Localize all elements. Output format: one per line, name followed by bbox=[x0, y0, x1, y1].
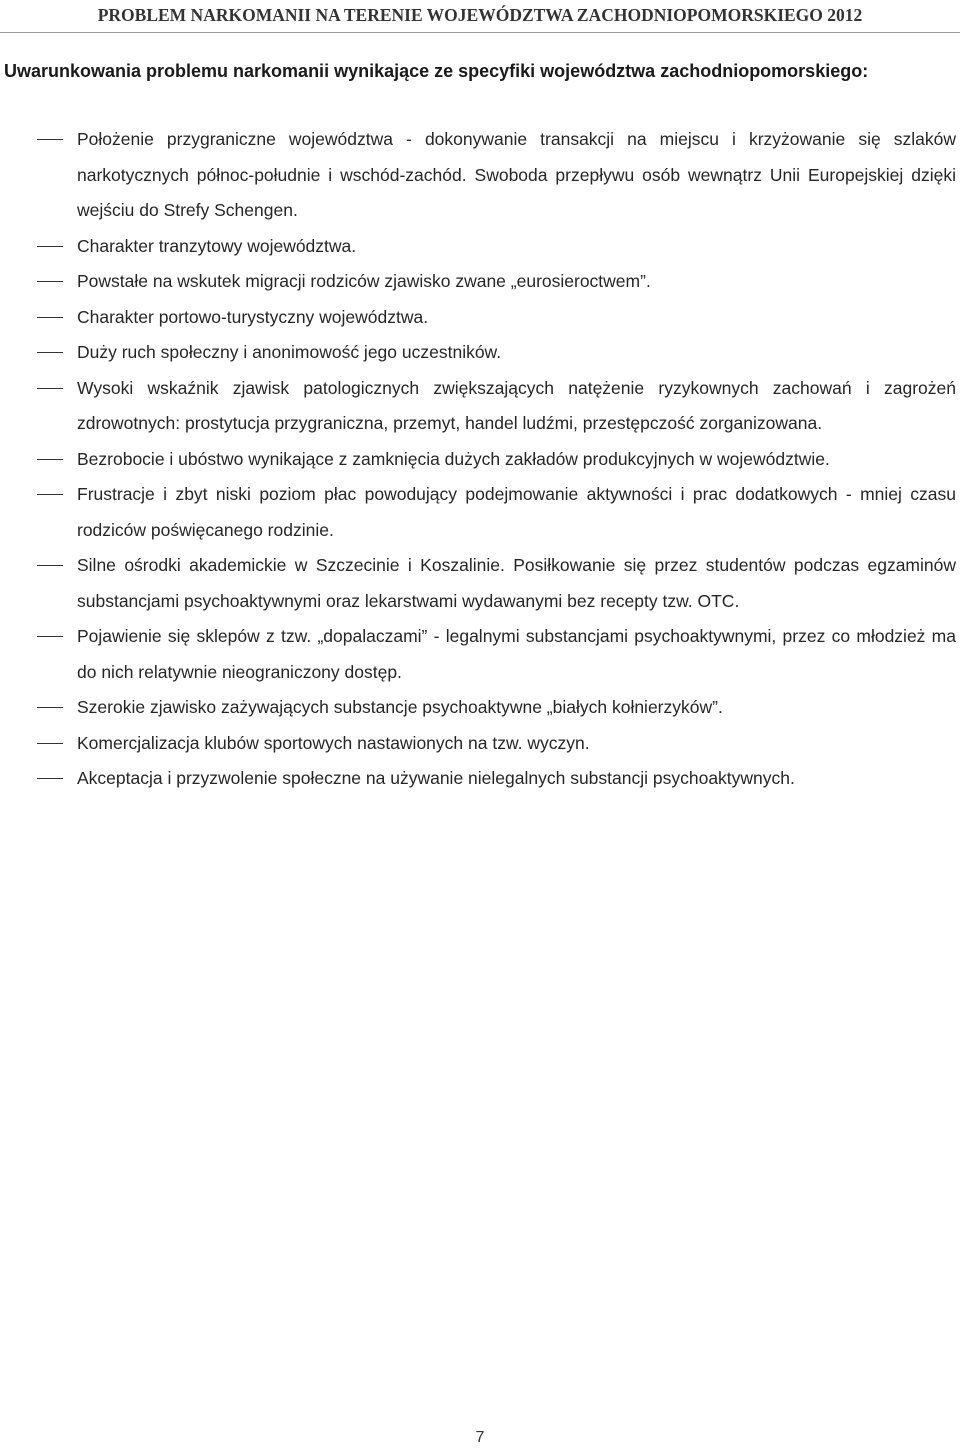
list-item-text: Frustracje i zbyt niski poziom płac powodujący podejmowanie aktywności i prac dodatkowych - mniej czasu rodziców poświęcanego rodzinie. bbox=[77, 484, 956, 540]
dash-bullet bbox=[37, 459, 63, 460]
list-item bbox=[0, 442, 960, 478]
list-item-text: Powstałe na wskutek migracji rodziców zjawisko zwane „eurosieroctwem”. bbox=[77, 271, 651, 291]
list-item-text: Silne ośrodki akademickie w Szczecinie i Koszalinie. Posiłkowanie się przez studentów podczas egzaminów substancjami psychoaktywnymi oraz lekarstwami wydawanymi bez recepty tzw. OTC. bbox=[77, 555, 956, 611]
list-item bbox=[0, 726, 960, 762]
list-item-text: Duży ruch społeczny i anonimowość jego uczestników. bbox=[77, 342, 502, 362]
list-item bbox=[0, 335, 960, 371]
list-item-text: Bezrobocie i ubóstwo wynikające z zamknięcia dużych zakładów produkcyjnych w województwie. bbox=[77, 448, 830, 469]
dash-bullet bbox=[37, 565, 63, 566]
list-item-text: Położenie przygraniczne województwa - dokonywanie transakcji na miejscu i krzyżowanie się szlaków narkotycznych północ-południe i wschód-zachód. Swoboda przepływu osób wewnątrz Unii Europejskiej dzięki wejściu do Strefy Schengen. bbox=[77, 129, 956, 220]
dash-bullet bbox=[37, 494, 63, 495]
list-item bbox=[0, 264, 960, 300]
list-item bbox=[0, 229, 960, 265]
list-item-text: Charakter portowo-turystyczny województwa. bbox=[77, 306, 429, 327]
list-item-text: Akceptacja i przyzwolenie społeczne na używanie nielegalnych substancji psychoaktywnych. bbox=[77, 768, 795, 788]
list-item-text: Komercjalizacja klubów sportowych nastawionych na tzw. wyczyn. bbox=[77, 732, 590, 753]
list-item bbox=[0, 548, 960, 619]
dash-bullet bbox=[37, 636, 63, 637]
list-item bbox=[0, 122, 960, 229]
dash-bullet bbox=[37, 388, 63, 389]
list-item bbox=[0, 761, 960, 797]
dash-bullet bbox=[37, 352, 63, 353]
section-heading: Uwarunkowania problemu narkomanii wynikające ze specyfiki województwa zachodniopomorskiego: bbox=[4, 61, 869, 81]
running-header: PROBLEM NARKOMANII NA TERENIE WOJEWÓDZTWA ZACHODNIOPOMORSKIEGO 2012 bbox=[97, 5, 863, 25]
header-rule bbox=[0, 32, 960, 33]
list-item bbox=[0, 690, 960, 726]
page-number: 7 bbox=[475, 1429, 485, 1446]
list-item-text: Wysoki wskaźnik zjawisk patologicznych zwiększających natężenie ryzykownych zachowań i zagrożeń zdrowotnych: prostytucja przygraniczna, przemyt, handel ludźmi, przestępczość zorganizowana. bbox=[77, 377, 956, 433]
dash-bullet bbox=[37, 778, 63, 779]
dash-bullet bbox=[37, 281, 63, 282]
list-item-text: Charakter tranzytowy województwa. bbox=[77, 235, 357, 256]
dash-bullet bbox=[37, 743, 63, 744]
dash-bullet bbox=[37, 317, 63, 318]
list-item bbox=[0, 300, 960, 336]
dash-bullet bbox=[37, 707, 63, 708]
list-item-text: Szerokie zjawisko zażywających substancje psychoaktywne „białych kołnierzyków”. bbox=[77, 697, 723, 717]
list-item-text: Pojawienie się sklepów z tzw. „dopalaczami” - legalnymi substancjami psychoaktywnymi, przez co młodzież ma do nich relatywnie nieograniczony dostęp. bbox=[77, 626, 956, 682]
list-item bbox=[0, 477, 960, 548]
bullet-list bbox=[0, 122, 960, 797]
list-item bbox=[0, 371, 960, 442]
dash-bullet bbox=[37, 246, 63, 247]
dash-bullet bbox=[37, 139, 63, 140]
list-item bbox=[0, 619, 960, 690]
